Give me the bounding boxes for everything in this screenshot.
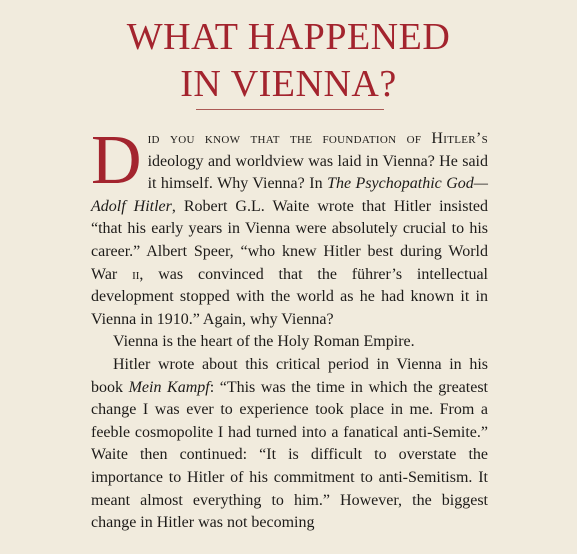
paragraph-2: Vienna is the heart of the Holy Roman Empire. [113,333,415,351]
book-title-mein-kampf: Mein Kampf [128,378,210,396]
paragraph-3-text-a: Hitler wrote about this critical period in Vienna in his book [91,355,488,396]
roman-numeral: ii [132,265,140,283]
page-title [0,14,577,108]
paragraph-3-text-b: : “This was the time in which the greatest change I was ever to experience took place in me. From a feeble cosmopolite I had turned into a fanatical anti-Semite.” Waite then continued: “It is difficult to overstate the importance to Hitler of his commitment to anti-Semitism. It meant almost everything to him.” However, the biggest change in Hitler was not becoming [91,378,489,532]
title-line-1: WHAT HAPPENED [126,16,451,58]
paragraph-1-text-a: ideology and worldview was laid in Vienna? He said it himself. Why Vienna? In [147,152,488,193]
title-divider [196,109,384,110]
paragraph-1-text-c: , was convinced that the führer’s intellectual development stopped with the world as he had known it in Vienna in 1910.” Again, why Vienna? [91,265,489,328]
article-body [91,122,489,535]
title-line-2: IN VIENNA? [180,63,397,105]
drop-cap: D [91,122,142,199]
paragraph-3 [91,354,488,535]
paragraph-1-text-b: , Robert G.L. Waite wrote that Hitler insisted “that his early years in Vienna were absolutely crucial to his career.” Albert Speer, “who knew Hitler best during World War [91,197,488,283]
book-title-psychopathic-god: The Psychopathic God—Adolf Hitler [91,175,489,215]
paragraph-1 [91,122,489,331]
lead-in-text: id you know that the foundation of Hitler’s [147,130,488,147]
